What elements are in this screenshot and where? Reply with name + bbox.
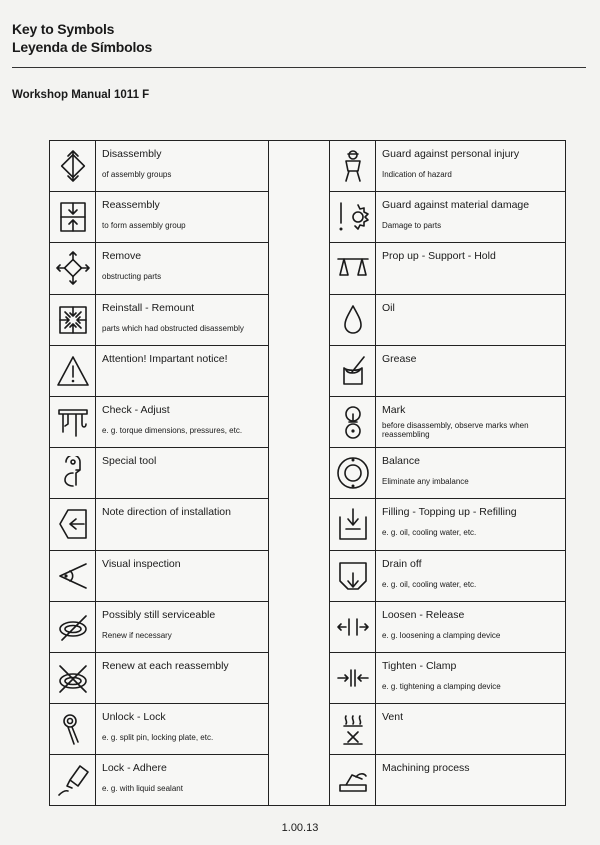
symbol-text: [102, 199, 264, 231]
loosen-icon: [336, 610, 370, 644]
disassembly-icon: [56, 149, 90, 183]
symbol-description: e. g. split pin, locking plate, etc.: [102, 733, 214, 743]
symbol-description: e. g. tightening a clamping device: [382, 681, 501, 691]
symbol-label: Special tool: [102, 455, 157, 468]
mark-icon: [336, 405, 370, 439]
symbol-label: Possibly still serviceable: [102, 608, 216, 621]
filling-icon: [336, 507, 370, 541]
drain-icon: [336, 559, 370, 593]
symbol-row: [330, 653, 565, 704]
right-column: [330, 141, 565, 805]
symbol-description: e. g. oil, cooling water, etc.: [382, 579, 477, 589]
symbol-description: parts which had obstructed disassembly: [102, 323, 244, 333]
symbol-icon-cell: [50, 243, 96, 293]
vent-icon: [336, 712, 370, 746]
symbol-table: [49, 140, 566, 806]
symbol-text: [102, 558, 264, 571]
symbol-label: Unlock - Lock: [102, 711, 166, 724]
symbol-row: [50, 397, 268, 448]
symbol-label: Renew at each reassembly: [102, 659, 229, 672]
tighten-icon: [336, 661, 370, 695]
symbol-label: Lock - Adhere: [102, 762, 167, 775]
symbol-label: Attention! Impartant notice!: [102, 352, 228, 365]
left-column: [50, 141, 268, 805]
symbol-row: [330, 602, 565, 653]
attention-icon: [56, 354, 90, 388]
symbol-row: [330, 755, 565, 806]
symbol-text: [102, 762, 264, 794]
symbol-icon-cell: [330, 141, 376, 191]
symbol-icon-cell: [330, 295, 376, 345]
prop-support-icon: [336, 251, 370, 285]
symbol-label: Filling - Topping up - Refilling: [382, 506, 517, 519]
symbol-icon-cell: [50, 499, 96, 549]
symbol-text: [382, 558, 561, 590]
person-guard-icon: [336, 149, 370, 183]
special-tool-icon: [56, 456, 90, 490]
symbol-row: [330, 141, 565, 192]
symbol-label: Remove: [102, 250, 142, 263]
symbol-row: [330, 346, 565, 397]
symbol-row: [50, 602, 268, 653]
symbol-row: [330, 499, 565, 550]
grease-icon: [336, 354, 370, 388]
symbol-description: e. g. with liquid sealant: [102, 784, 183, 794]
symbol-label: Note direction of installation: [102, 506, 231, 519]
symbol-text: [102, 609, 264, 641]
symbol-row: [50, 551, 268, 602]
symbol-text: [102, 148, 264, 180]
symbol-icon-cell: [50, 141, 96, 191]
symbol-description: Damage to parts: [382, 221, 442, 231]
symbol-text: [102, 660, 264, 673]
symbol-row: [50, 346, 268, 397]
symbol-icon-cell: [50, 346, 96, 396]
symbol-text: [102, 353, 264, 366]
symbol-label: Reassembly: [102, 199, 160, 212]
cotter-pin-icon: [56, 712, 90, 746]
symbol-description: to form assembly group: [102, 221, 186, 231]
symbol-text: [382, 148, 561, 180]
symbol-label: Vent: [382, 711, 404, 724]
symbol-icon-cell: [330, 346, 376, 396]
symbol-text: [102, 302, 264, 334]
symbol-text: [382, 404, 561, 440]
symbol-label: Loosen - Release: [382, 608, 465, 621]
symbol-icon-cell: [50, 192, 96, 242]
renew-icon: [56, 661, 90, 695]
symbol-label: Check - Adjust: [102, 403, 170, 416]
symbol-row: [50, 295, 268, 346]
balance-icon: [336, 456, 370, 490]
reassembly-icon: [56, 200, 90, 234]
symbol-description: obstructing parts: [102, 272, 162, 282]
symbol-icon-cell: [50, 295, 96, 345]
symbol-label: Machining process: [382, 762, 470, 775]
symbol-text: [382, 711, 561, 724]
symbol-row: [50, 704, 268, 755]
symbol-icon-cell: [50, 755, 96, 806]
symbol-icon-cell: [50, 448, 96, 498]
symbol-icon-cell: [330, 755, 376, 806]
symbol-icon-cell: [330, 192, 376, 242]
symbol-row: [50, 192, 268, 243]
symbol-label: Reinstall - Remount: [102, 301, 195, 314]
symbol-text: [382, 506, 561, 538]
symbol-description: of assembly groups: [102, 170, 172, 179]
symbol-text: [382, 250, 561, 263]
symbol-description: e. g. torque dimensions, pressures, etc.: [102, 425, 243, 435]
eye-icon: [56, 559, 90, 593]
symbol-icon-cell: [330, 448, 376, 498]
symbol-label: Oil: [382, 301, 395, 314]
header: [12, 20, 152, 56]
symbol-icon-cell: [50, 653, 96, 703]
symbol-row: [50, 448, 268, 499]
symbol-row: [330, 243, 565, 294]
symbol-row: [50, 243, 268, 294]
symbol-label: Guard against personal injury: [382, 148, 520, 160]
machining-icon: [336, 763, 370, 797]
symbol-label: Visual inspection: [102, 557, 181, 570]
manual-title: Workshop Manual 1011 F: [12, 89, 150, 101]
symbol-label: Prop up - Support - Hold: [382, 250, 496, 263]
symbol-text: [382, 199, 561, 231]
symbol-text: [382, 660, 561, 692]
symbol-icon-cell: [330, 499, 376, 549]
symbol-row: [330, 448, 565, 499]
symbol-text: [102, 455, 264, 468]
symbol-text: [382, 762, 561, 775]
symbol-icon-cell: [330, 704, 376, 754]
oil-drop-icon: [336, 303, 370, 337]
symbol-icon-cell: [330, 243, 376, 293]
symbol-text: [102, 506, 264, 519]
page-number: 1.00.13: [281, 822, 319, 834]
symbol-row: [50, 755, 268, 806]
symbol-label: Balance: [382, 455, 420, 468]
symbol-row: [50, 653, 268, 704]
symbol-label: Disassembly: [102, 148, 162, 160]
direction-icon: [56, 507, 90, 541]
symbol-icon-cell: [50, 397, 96, 447]
symbol-row: [330, 704, 565, 755]
symbol-icon-cell: [330, 551, 376, 601]
symbol-row: [330, 397, 565, 448]
symbol-description: Indication of hazard: [382, 170, 452, 179]
symbol-row: [50, 499, 268, 550]
header-rule: [12, 67, 586, 68]
symbol-text: [382, 353, 561, 366]
symbol-text: [102, 250, 264, 282]
symbol-label: Guard against material damage: [382, 199, 530, 212]
symbol-description: Eliminate any imbalance: [382, 477, 469, 487]
sealant-tube-icon: [56, 763, 90, 797]
symbol-icon-cell: [330, 397, 376, 447]
remove-icon: [56, 251, 90, 285]
symbol-row: [50, 141, 268, 192]
gear-guard-icon: [336, 200, 370, 234]
symbol-row: [330, 551, 565, 602]
caliper-icon: [56, 405, 90, 439]
symbol-description: e. g. oil, cooling water, etc.: [382, 528, 477, 538]
symbol-text: [382, 302, 561, 315]
symbol-description: Renew if necessary: [102, 630, 172, 640]
reinstall-icon: [56, 303, 90, 337]
symbol-text: [102, 711, 264, 743]
title-spanish: Leyenda de Símbolos: [12, 39, 153, 55]
symbol-label: Grease: [382, 352, 417, 365]
center-gutter: [268, 141, 330, 805]
symbol-row: [330, 192, 565, 243]
symbol-text: [382, 609, 561, 641]
symbol-text: [382, 455, 561, 487]
title-english: Key to Symbols: [12, 21, 115, 37]
symbol-icon-cell: [50, 551, 96, 601]
symbol-label: Drain off: [382, 557, 422, 570]
symbol-row: [330, 295, 565, 346]
symbol-text: [102, 404, 264, 436]
symbol-icon-cell: [50, 602, 96, 652]
symbol-icon-cell: [50, 704, 96, 754]
serviceable-icon: [56, 610, 90, 644]
symbol-icon-cell: [330, 602, 376, 652]
symbol-description: e. g. loosening a clamping device: [382, 630, 501, 640]
symbol-label: Mark: [382, 403, 406, 416]
symbol-description: before disassembly, observe marks when reassembling: [382, 420, 529, 440]
symbol-label: Tighten - Clamp: [382, 659, 457, 672]
symbol-icon-cell: [330, 653, 376, 703]
